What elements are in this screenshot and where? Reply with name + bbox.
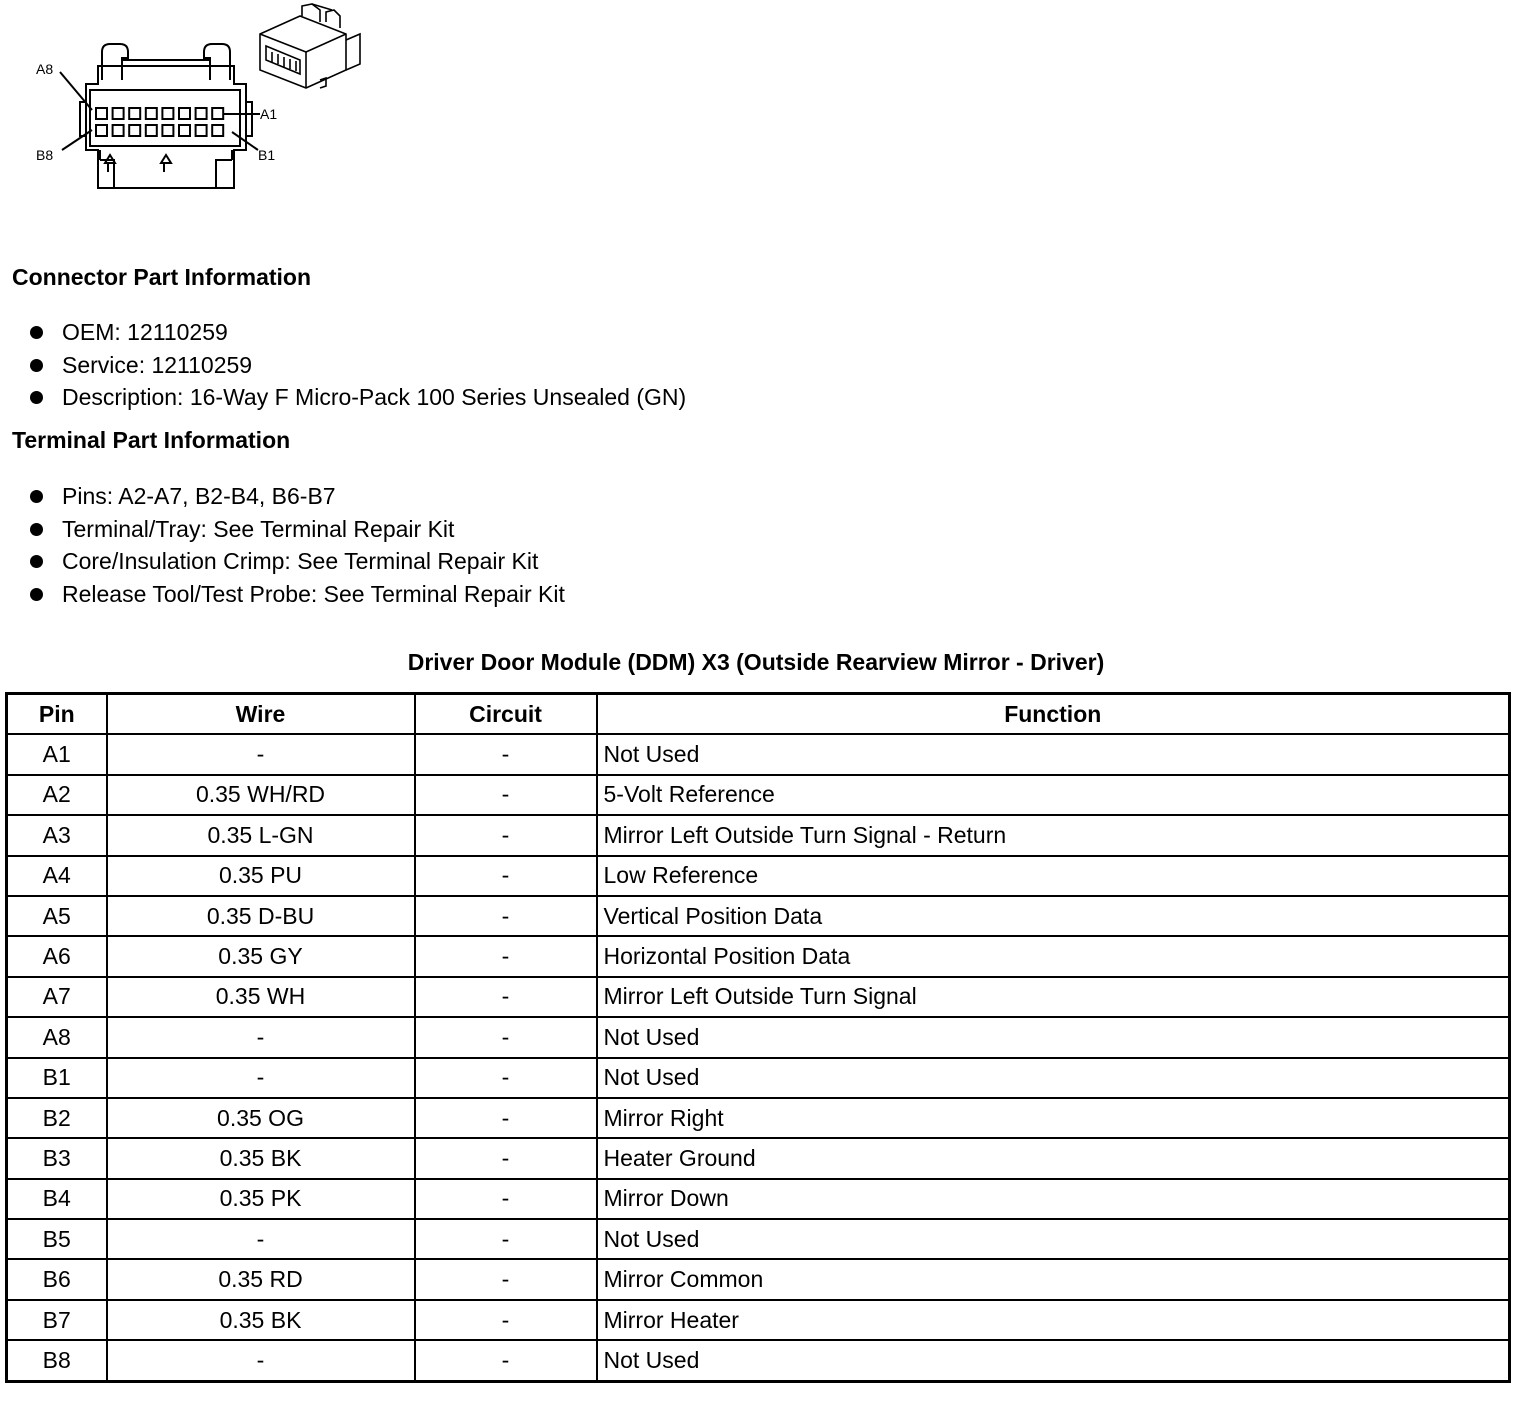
table-row [7,896,1510,936]
cell-function: Horizontal Position Data [597,936,1510,976]
cell-pin: B6 [7,1259,107,1299]
pin-cavity [113,125,124,136]
header-pin: Pin [7,694,107,735]
cell-circuit: - [415,1138,597,1178]
pin-label-b8: B8 [36,147,54,163]
table-row [7,1300,1510,1340]
table-row [7,815,1510,855]
list-item: Release Tool/Test Probe: See Terminal Repair Kit [30,578,565,611]
cell-pin: A3 [7,815,107,855]
pin-cavity [162,125,173,136]
pin-label-a8: A8 [36,61,54,77]
cell-function: 5-Volt Reference [597,775,1510,815]
cell-wire: - [107,1058,415,1098]
cell-wire: - [107,1340,415,1381]
pin-cavity [179,108,190,119]
pin-label-b1: B1 [258,147,276,163]
cell-wire: 0.35 OG [107,1098,415,1138]
connector-body [86,66,246,188]
header-function: Function [597,694,1510,735]
cell-pin: B5 [7,1219,107,1259]
cell-circuit: - [415,775,597,815]
list-item: Core/Insulation Crimp: See Terminal Repair Kit [30,545,565,578]
cell-circuit: - [415,856,597,896]
pin-cavity [129,108,140,119]
pin-cavity [113,108,124,119]
pin-cavity [96,108,107,119]
pin-cavity [196,108,207,119]
cell-function: Mirror Right [597,1098,1510,1138]
cell-circuit: - [415,896,597,936]
cell-circuit: - [415,977,597,1017]
list-item: Pins: A2-A7, B2-B4, B6-B7 [30,480,565,513]
cell-wire: 0.35 D-BU [107,896,415,936]
list-item: Description: 16-Way F Micro-Pack 100 Series Unsealed (GN) [30,381,686,414]
cell-circuit: - [415,1259,597,1299]
table-row [7,1138,1510,1178]
cell-pin: A4 [7,856,107,896]
cell-pin: B8 [7,1340,107,1381]
cell-wire: 0.35 WH/RD [107,775,415,815]
cell-pin: A7 [7,977,107,1017]
terminal-part-info-heading: Terminal Part Information [12,427,291,453]
pin-cavity [129,125,140,136]
cell-wire: 0.35 RD [107,1259,415,1299]
cell-pin: A5 [7,896,107,936]
list-item: Terminal/Tray: See Terminal Repair Kit [30,513,565,546]
cell-function: Mirror Heater [597,1300,1510,1340]
list-item: OEM: 12110259 [30,316,686,349]
cell-function: Mirror Left Outside Turn Signal [597,977,1510,1017]
cell-wire: 0.35 BK [107,1138,415,1178]
cell-wire: 0.35 L-GN [107,815,415,855]
cell-circuit: - [415,936,597,976]
cell-wire: - [107,1219,415,1259]
connector-part-info-list [30,316,686,414]
cell-wire: 0.35 BK [107,1300,415,1340]
pinout-table [5,692,1511,1383]
cell-function: Not Used [597,1219,1510,1259]
cell-function: Mirror Down [597,1179,1510,1219]
table-row [7,1058,1510,1098]
cell-pin: A6 [7,936,107,976]
cell-function: Not Used [597,1340,1510,1381]
cell-circuit: - [415,1098,597,1138]
terminal-part-info-list [30,480,565,611]
table-row [7,1340,1510,1381]
cell-wire: 0.35 PU [107,856,415,896]
cell-wire: 0.35 GY [107,936,415,976]
cell-function: Not Used [597,1017,1510,1057]
cell-function: Mirror Left Outside Turn Signal - Return [597,815,1510,855]
table-row [7,1179,1510,1219]
pin-cavity [212,108,223,119]
list-item: Service: 12110259 [30,349,686,382]
table-row [7,1098,1510,1138]
cell-wire: 0.35 WH [107,977,415,1017]
cell-pin: B7 [7,1300,107,1340]
connector-iso-icon [260,4,360,88]
pin-cavity [179,125,190,136]
table-row [7,775,1510,815]
cell-pin: B4 [7,1179,107,1219]
cell-circuit: - [415,734,597,774]
cell-wire: 0.35 PK [107,1179,415,1219]
table-row [7,936,1510,976]
cell-circuit: - [415,1179,597,1219]
header-circuit: Circuit [415,694,597,735]
table-row [7,977,1510,1017]
cell-function: Heater Ground [597,1138,1510,1178]
connector-diagram [20,0,380,210]
left-latch [102,44,128,80]
table-row [7,856,1510,896]
cell-pin: B2 [7,1098,107,1138]
cell-circuit: - [415,815,597,855]
pin-cavity [212,125,223,136]
pin-cavity [96,125,107,136]
header-wire: Wire [107,694,415,735]
pin-cavity [146,125,157,136]
pinout-table-title: Driver Door Module (DDM) X3 (Outside Rearview Mirror - Driver) [407,649,1105,675]
cell-pin: A2 [7,775,107,815]
cell-circuit: - [415,1219,597,1259]
cell-wire: - [107,734,415,774]
pin-cavity [146,108,157,119]
cell-function: Vertical Position Data [597,896,1510,936]
cell-circuit: - [415,1058,597,1098]
pin-cavity [162,108,173,119]
cell-wire: - [107,1017,415,1057]
cell-pin: A8 [7,1017,107,1057]
cell-function: Mirror Common [597,1259,1510,1299]
pin-label-a1: A1 [260,106,278,122]
table-row [7,734,1510,774]
table-row [7,1259,1510,1299]
cell-circuit: - [415,1300,597,1340]
cell-pin: A1 [7,734,107,774]
table-header-row [7,694,1510,735]
cell-circuit: - [415,1017,597,1057]
cell-pin: B3 [7,1138,107,1178]
cell-function: Low Reference [597,856,1510,896]
right-latch [204,44,230,80]
cell-circuit: - [415,1340,597,1381]
cell-pin: B1 [7,1058,107,1098]
table-row [7,1219,1510,1259]
table-row [7,1017,1510,1057]
cell-function: Not Used [597,734,1510,774]
connector-part-info-heading: Connector Part Information [12,264,312,290]
pin-cavity [196,125,207,136]
cell-function: Not Used [597,1058,1510,1098]
